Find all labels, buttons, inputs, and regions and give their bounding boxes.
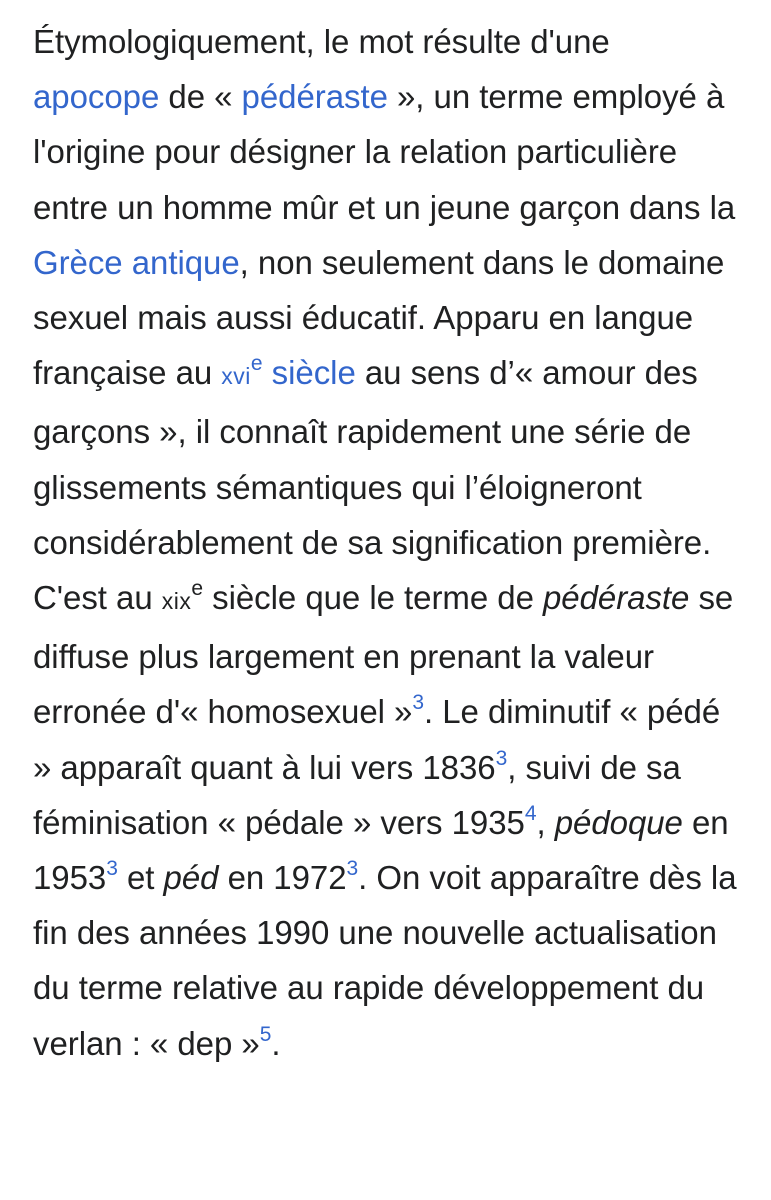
link-pederaste[interactable]: pédéraste [241, 78, 388, 116]
text-run: , suivi de sa féminisation « pédale » vers 1935 [33, 748, 681, 841]
reference-link[interactable]: 4 [524, 801, 537, 825]
article-paragraph [33, 14, 745, 1071]
text-run: , non seulement dans le domaine sexuel mais aussi éducatif. Apparu en langue française au [33, 243, 725, 392]
link-grece-antique[interactable]: Grèce antique [33, 243, 240, 281]
italic-term: pédoque [554, 803, 683, 841]
text-run: , [536, 803, 555, 841]
reference-3 [412, 691, 424, 714]
text-run: . [271, 1024, 281, 1062]
reference-4 [525, 802, 537, 825]
text-run: de « [159, 78, 242, 116]
reference-3 [347, 857, 359, 880]
century-ordinal-sup: e [191, 577, 204, 601]
text-run: se diffuse plus largement en prenant la valeur erronée d'« homosexuel » [33, 579, 734, 731]
reference-link[interactable]: 3 [412, 691, 424, 715]
text-run: siècle que le terme de [203, 579, 543, 617]
century-numeral: xvi [221, 363, 251, 390]
text-run: . On voit apparaître dès la fin des années 1990 une nouvelle actualisation du terme relative au rapide développement du verlan : « dep » [33, 859, 737, 1062]
reference-link[interactable]: 3 [346, 857, 359, 881]
text-run: en 1972 [218, 859, 347, 897]
text-run: », un terme employé à l'origine pour désigner la relation particulière entre un homme mûr et un jeune garçon dans la [33, 78, 736, 226]
text-run: Étymologiquement, le mot résulte d'une [33, 23, 610, 60]
century-ordinal-sup: e [250, 352, 263, 376]
italic-term: pédéraste [543, 579, 690, 617]
text-run: au sens d’« amour des garçons », il connaît rapidement une série de glissements sémantiques qui l’éloigneront considérablement de sa signification première. C'est au [33, 354, 712, 617]
reference-5 [260, 1023, 272, 1046]
text-run: et [117, 859, 164, 897]
text-run: en 1953 [33, 803, 729, 897]
text-run: . Le diminutif « pédé » apparaît quant à lui vers 1836 [33, 693, 721, 786]
reference-3 [106, 857, 118, 880]
reference-link[interactable]: 5 [259, 1022, 272, 1046]
reference-link[interactable]: 3 [495, 746, 508, 770]
century-word: siècle [262, 354, 356, 392]
link-apocope[interactable]: apocope [33, 78, 160, 116]
link-xvie-siecle[interactable] [221, 354, 355, 391]
italic-term: péd [163, 859, 219, 897]
reference-link[interactable]: 3 [106, 857, 118, 881]
century-numeral: xix [161, 588, 192, 615]
reference-3 [496, 747, 508, 770]
